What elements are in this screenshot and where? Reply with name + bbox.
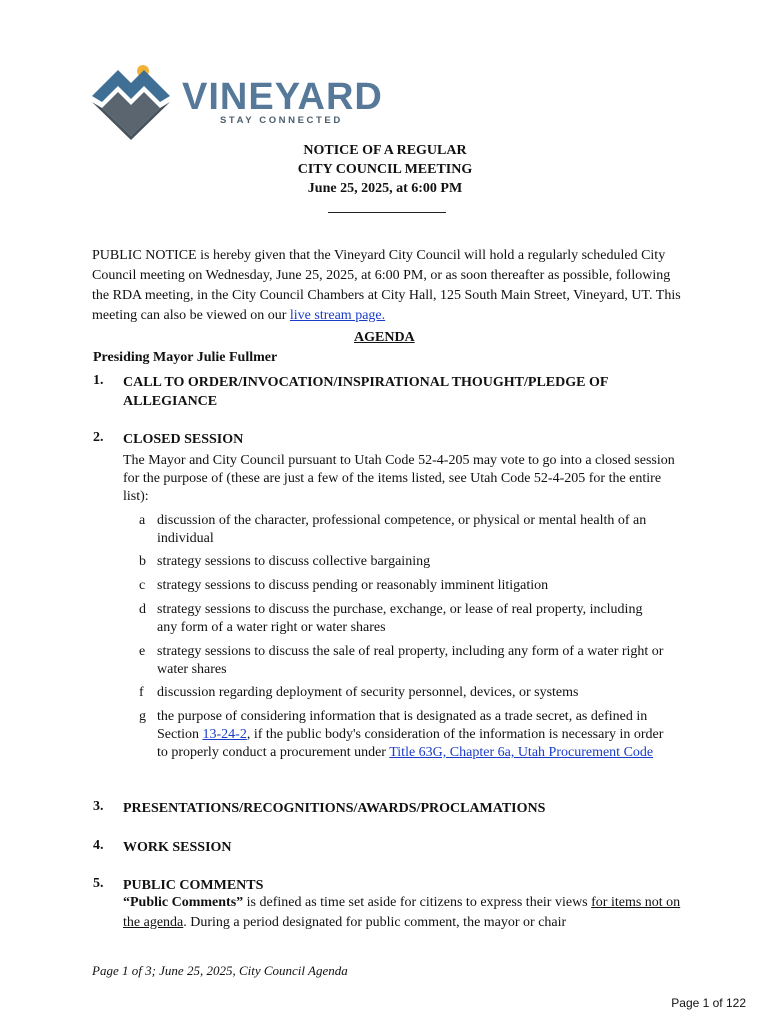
subitem-letter: a <box>139 513 146 528</box>
page-footer: Page 1 of 3; June 25, 2025, City Council Agenda <box>92 963 348 978</box>
public-comments-term: “Public Comments” <box>123 895 244 910</box>
public-comments-text1: is defined as time set aside for citizens to express their views <box>246 895 588 910</box>
closed-session-subitem <box>139 601 664 637</box>
closed-session-subitem <box>139 577 679 595</box>
agenda-heading: AGENDA <box>354 330 415 345</box>
live-stream-link[interactable]: live stream page. <box>289 308 386 323</box>
title-divider <box>328 212 446 213</box>
subitem-letter: b <box>139 554 146 569</box>
agenda-item-title: WORK SESSION <box>123 840 232 855</box>
subitem-text: strategy sessions to discuss the sale of real property, including any form of a water right or water shares <box>157 644 664 677</box>
agenda-item-number: 3. <box>93 799 104 814</box>
subitem-text <box>157 708 677 762</box>
subitem-letter: c <box>139 578 146 593</box>
subitem-text: strategy sessions to discuss the purchase, exchange, or lease of real property, including any form of a water right or water shares <box>157 602 643 635</box>
agenda-item-number: 1. <box>93 373 104 388</box>
agenda-item-number: 4. <box>93 838 104 853</box>
agenda-item-title: PRESENTATIONS/RECOGNITIONS/AWARDS/PROCLAMATIONS <box>123 801 546 816</box>
subitem-letter: g <box>139 709 146 724</box>
public-comments-paragraph <box>123 893 685 933</box>
subitem-text: discussion of the character, professional competence, or physical or mental health of an individual <box>157 513 647 546</box>
closed-session-intro: The Mayor and City Council pursuant to Utah Code 52-4-205 may vote to go into a closed session for the purpose of (these are just a few of the items listed, see Utah Code 52-4-205 for the entire list): <box>123 453 675 504</box>
section-13-24-2-link[interactable]: 13-24-2 <box>202 727 247 742</box>
subitem-text-before: the purpose of considering information that is designated as a trade secret, as defined in Section <box>157 709 648 742</box>
presiding-officer: Presiding Mayor Julie Fullmer <box>93 350 278 365</box>
agenda-item-title: CALL TO ORDER/INVOCATION/INSPIRATIONAL THOUGHT/PLEDGE OF ALLEGIANCE <box>123 375 608 409</box>
agenda-item-title: PUBLIC COMMENTS <box>123 878 264 893</box>
notice-title-line2: CITY COUNCIL MEETING <box>297 162 473 177</box>
logo-tagline: STAY CONNECTED <box>220 115 343 126</box>
subitem-text: strategy sessions to discuss pending or reasonably imminent litigation <box>157 578 549 593</box>
agenda-item-number: 2. <box>93 430 104 445</box>
agenda-item-title: CLOSED SESSION <box>123 432 244 447</box>
closed-session-subitem <box>139 643 664 679</box>
notice-title-line1: NOTICE OF A REGULAR <box>303 143 467 158</box>
subitem-text: strategy sessions to discuss collective bargaining <box>157 554 431 569</box>
subitem-text: discussion regarding deployment of security personnel, devices, or systems <box>157 685 579 700</box>
page-number: Page 1 of 122 <box>671 996 746 1010</box>
logo-wordmark: VINEYARD <box>182 76 383 118</box>
closed-session-subitem <box>139 684 679 702</box>
procurement-code-link[interactable]: Title 63G, Chapter 6a, Utah Procurement Code <box>389 745 654 760</box>
public-notice-paragraph <box>92 246 682 326</box>
notice-title-date: June 25, 2025, at 6:00 PM <box>307 181 463 196</box>
vineyard-logo <box>90 62 383 140</box>
closed-session-subitem <box>139 708 677 762</box>
public-notice-text: PUBLIC NOTICE is hereby given that the Vineyard City Council will hold a regularly scheduled City Council meeting on Wednesday, June 25, 2025, at 6:00 PM, or as soon thereafter as possible, following the RDA meeting, in the City Council Chambers at City Hall, 125 South Main Street, Vineyard, UT. This meeting can also be viewed on our <box>92 248 681 323</box>
logo-mark-icon <box>90 62 172 140</box>
public-comments-underlined: for items not on the agenda <box>123 895 681 930</box>
closed-session-subitem <box>139 553 679 571</box>
agenda-item-number: 5. <box>93 876 104 891</box>
subitem-letter: e <box>139 644 146 659</box>
subitem-text-mid: , if the public body's consideration of the information is necessary in order to properly conduct a procurement under <box>157 727 664 760</box>
public-comments-text2: . During a period designated for public comment, the mayor or chair <box>183 915 567 930</box>
closed-session-subitem <box>139 512 679 548</box>
subitem-letter: d <box>139 602 146 617</box>
subitem-letter: f <box>139 685 144 700</box>
